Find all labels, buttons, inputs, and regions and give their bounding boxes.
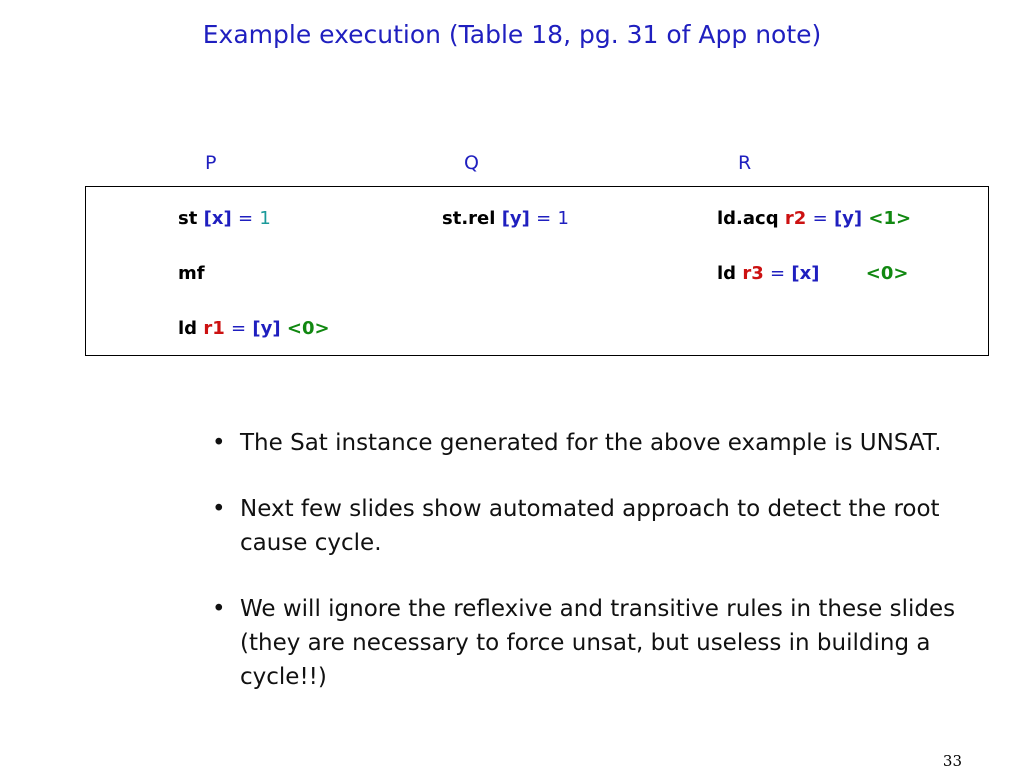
opcode: st.rel — [442, 208, 496, 229]
load-result: <1> — [868, 208, 912, 229]
equals-sign: = — [536, 208, 552, 229]
bullet-marker: • — [212, 496, 226, 522]
bullet-text: Next few slides show automated approach to detect the root cause cycle. — [240, 496, 940, 556]
memory-location: [y] — [833, 208, 863, 229]
page-number: 33 — [942, 752, 962, 770]
slide-title: Example execution (Table 18, pg. 31 of App note) — [202, 20, 822, 49]
equals-sign: = — [812, 208, 828, 229]
equals-sign: = — [231, 318, 247, 339]
opcode: ld.acq — [717, 208, 779, 229]
bullet-text: The Sat instance generated for the above example is UNSAT. — [240, 430, 942, 456]
register: r2 — [784, 208, 807, 229]
r-instruction-2 — [717, 263, 908, 284]
bullet-item — [212, 426, 972, 460]
opcode: ld — [717, 263, 737, 284]
equals-sign: = — [770, 263, 786, 284]
processor-label-q: Q — [464, 152, 479, 174]
memory-location: [y] — [501, 208, 530, 229]
processor-label-r: R — [738, 152, 752, 174]
opcode: mf — [178, 263, 205, 284]
p-instruction-3 — [178, 318, 330, 339]
r-instruction-1 — [717, 208, 911, 229]
register: r3 — [742, 263, 764, 284]
load-result: <0> — [865, 263, 909, 284]
opcode: st — [178, 208, 198, 229]
register: r1 — [203, 318, 225, 339]
bullet-text: We will ignore the reflexive and transitive rules in these slides (they are necessary to force unsat, but useless in building a cycle!!) — [240, 596, 956, 690]
equals-sign: = — [237, 208, 254, 229]
memory-location: [x] — [791, 263, 820, 284]
p-instruction-2 — [178, 263, 205, 284]
bullet-item — [212, 592, 972, 694]
memory-location: [y] — [252, 318, 281, 339]
bullet-marker: • — [212, 430, 226, 456]
p-instruction-1 — [178, 208, 271, 229]
bullet-item — [212, 492, 972, 560]
q-instruction-1 — [442, 208, 569, 229]
store-value: 1 — [557, 208, 569, 229]
load-result: <0> — [286, 318, 330, 339]
processor-label-p: P — [205, 152, 217, 174]
memory-location: [x] — [203, 208, 232, 229]
bullet-list — [212, 426, 972, 726]
store-value: 1 — [259, 208, 271, 229]
opcode: ld — [178, 318, 198, 339]
bullet-marker: • — [212, 596, 226, 622]
